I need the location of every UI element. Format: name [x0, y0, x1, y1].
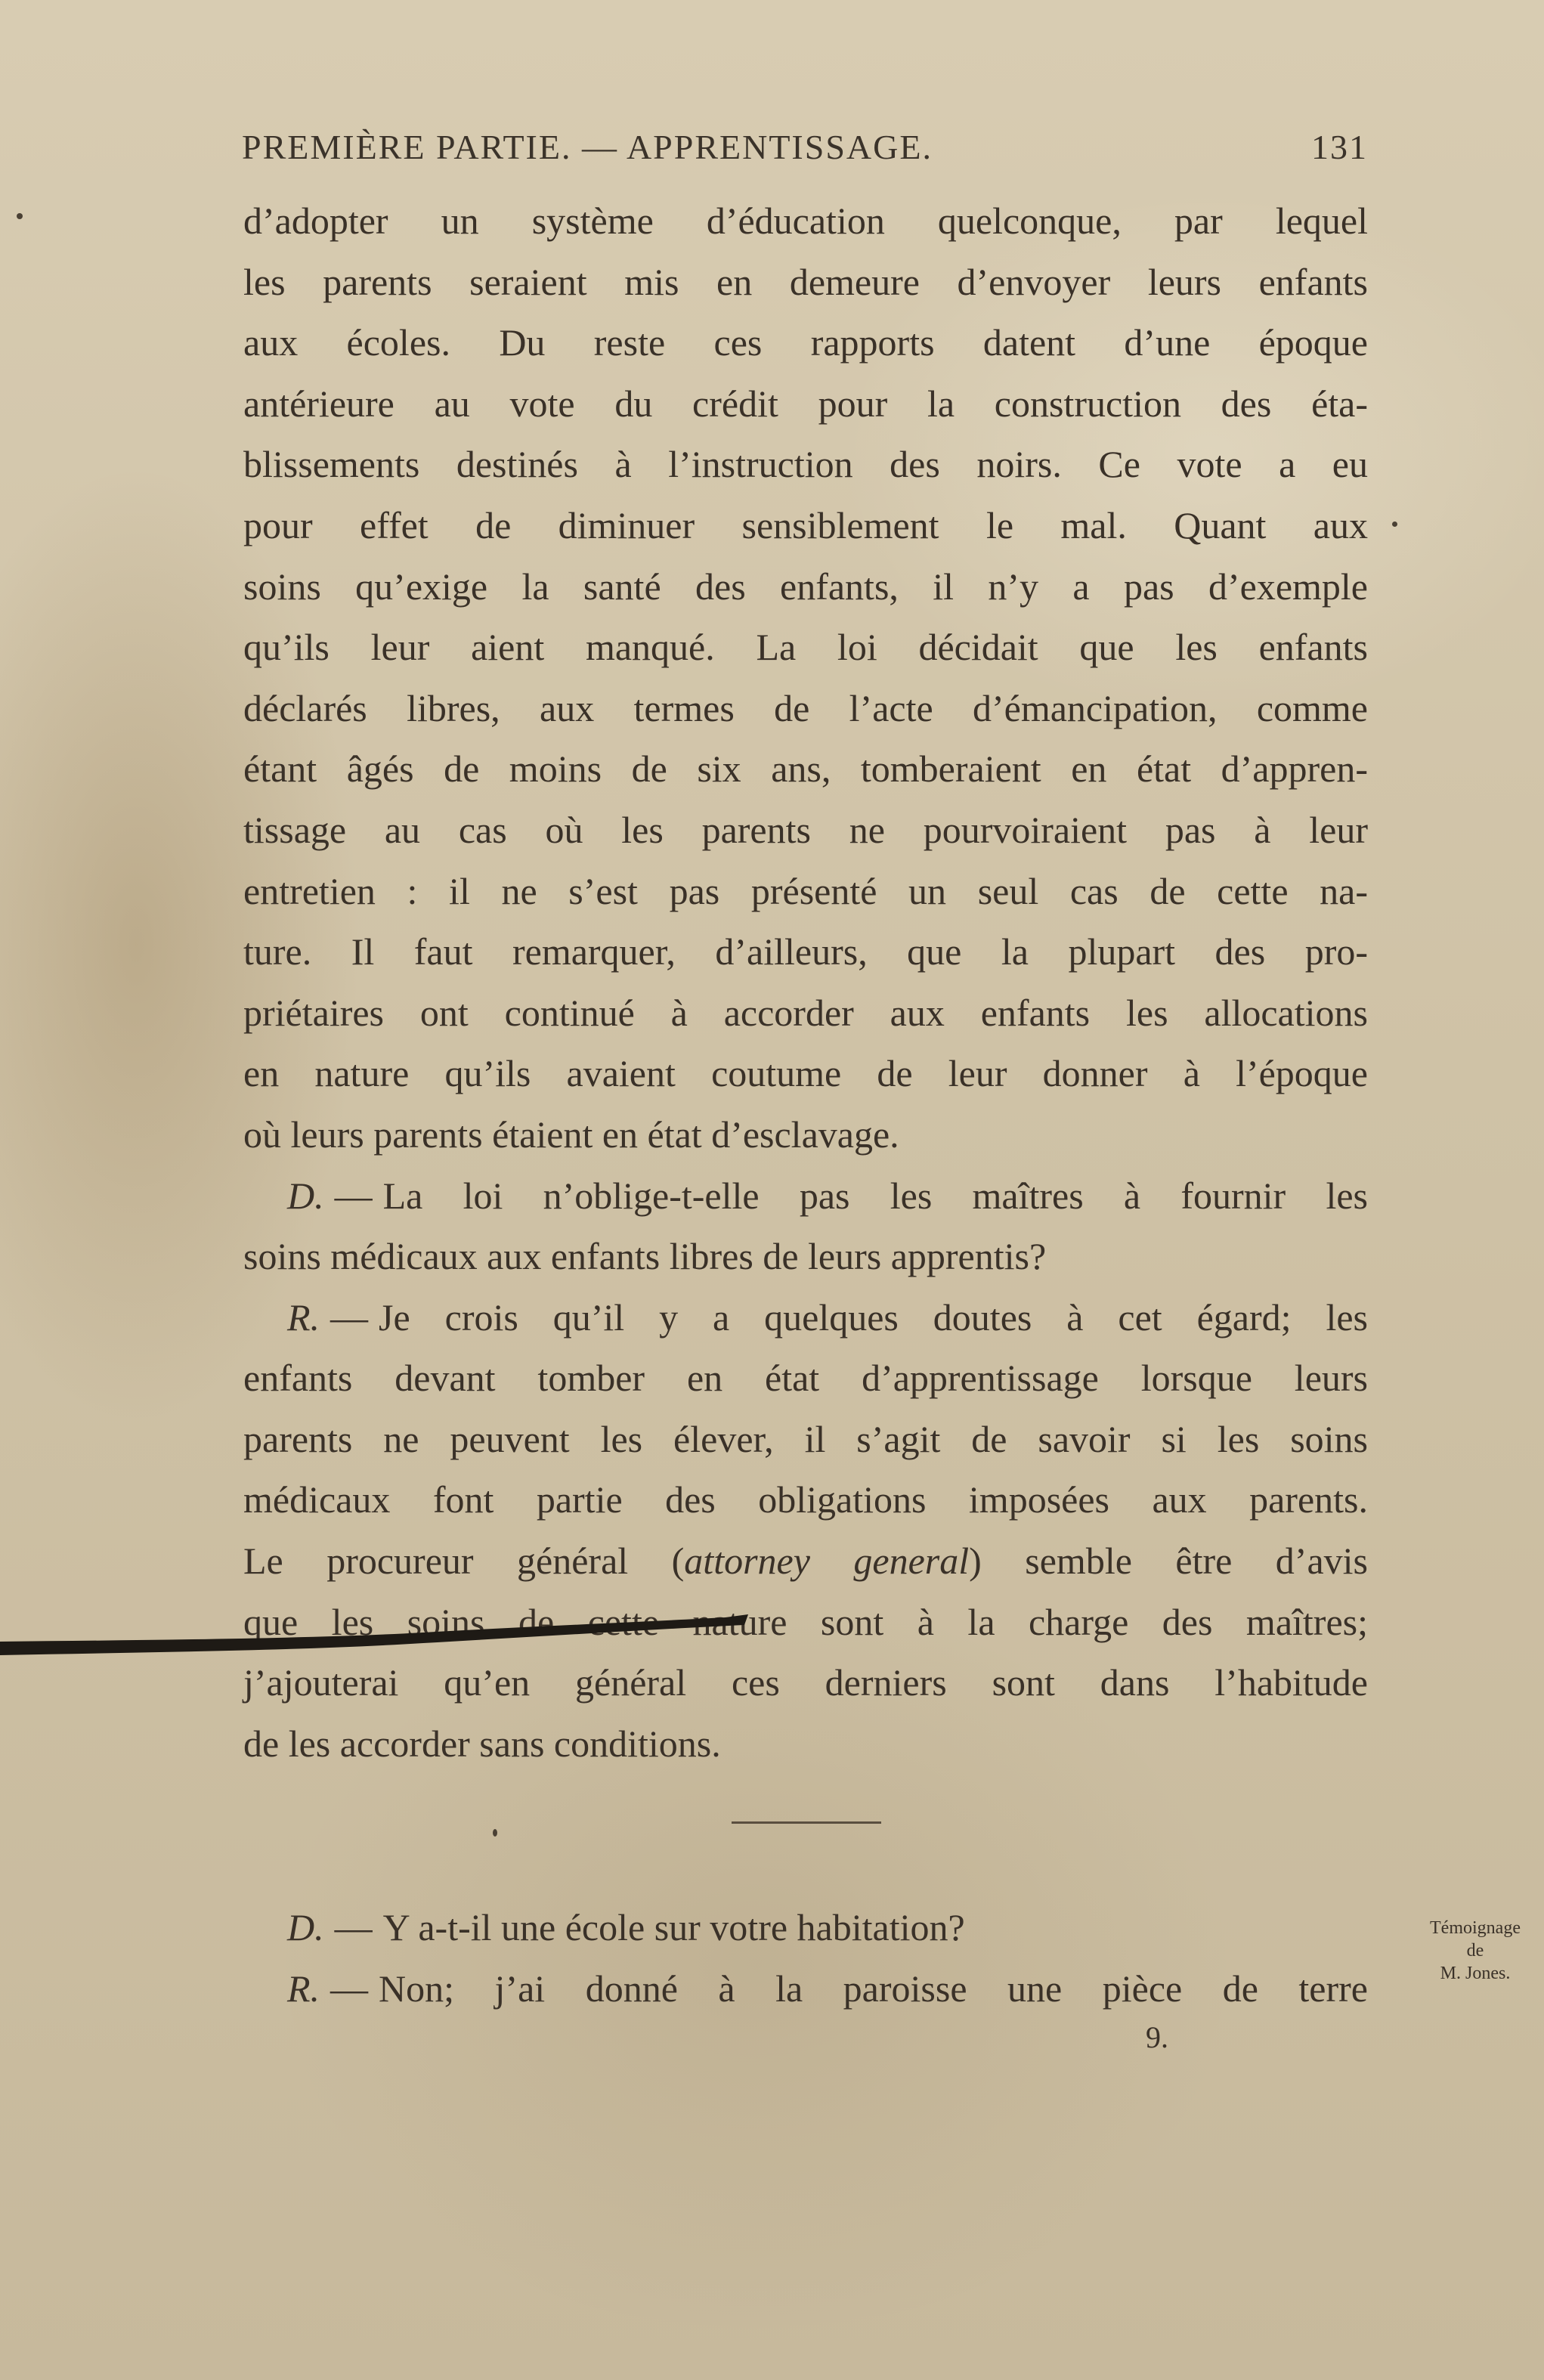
marginal-note-line: Témoignage: [1430, 1918, 1521, 1938]
text-line: enfants devant tomber en état d’apprentissage lorsque leurs: [243, 1357, 1368, 1400]
text-line: pour effet de diminuer sensiblement le mal. Quant aux: [243, 503, 1368, 546]
answer-line: [243, 1958, 1368, 2019]
speaker-d: D.: [287, 1906, 324, 1948]
text-line: ture. Il faut remarquer, d’ailleurs, que la plupart des pro-: [243, 930, 1368, 973]
speaker-d: D.: [287, 1174, 324, 1217]
running-header: [242, 127, 1368, 167]
text-line-italic-term: Le procureur général (attorney general) semble être d’avis: [243, 1540, 1368, 1583]
text-line: soins qu’exige la santé des enfants, il n’y a pas d’exemple: [243, 565, 1368, 608]
italic-term: attorney general: [684, 1540, 970, 1583]
text-line: tissage au cas où les parents ne pourvoiraient pas à leur: [243, 808, 1368, 851]
ink-speck: [17, 213, 23, 219]
text-line: de les accorder sans conditions.: [243, 1722, 721, 1765]
text-line: aux écoles. Du reste ces rapports datent d’une époque: [243, 321, 1368, 364]
page-number-top: 131: [1311, 128, 1368, 166]
running-title: PREMIÈRE PARTIE. — APPRENTISSAGE.: [242, 128, 933, 166]
text-line: blissements destinés à l’instruction des noirs. Ce vote a eu: [243, 443, 1368, 486]
em-dash: —: [330, 1295, 369, 1339]
second-section: [243, 1897, 1368, 2019]
signature-mark: 9.: [1146, 2020, 1168, 2054]
main-text: [243, 190, 1368, 1774]
ink-smear: [0, 1595, 756, 1663]
question-line: [243, 1897, 1368, 1958]
em-dash: —: [330, 1967, 369, 2010]
speaker-r: R.: [287, 1295, 320, 1339]
text-line: entretien : il ne s’est pas présenté un seul cas de cette na-: [243, 869, 1368, 912]
answer-line: [243, 1287, 1368, 1348]
em-dash: —: [334, 1174, 373, 1217]
question-text: Y a-t-il une école sur votre habitation?: [382, 1906, 965, 1948]
text-line: priétaires ont continué à accorder aux enfants les allocations: [243, 991, 1368, 1034]
text-line: en nature qu’ils avaient coutume de leur donner à l’époque: [243, 1052, 1368, 1095]
text-line: où leurs parents étaient en état d’esclavage.: [243, 1113, 899, 1156]
text-line: qu’ils leur aient manqué. La loi décidait que les enfants: [243, 626, 1368, 669]
text-line: antérieure au vote du crédit pour la construction des éta-: [243, 382, 1368, 425]
answer-text: Je crois qu’il y a quelques doutes à cet égard; les: [379, 1295, 1368, 1339]
section-divider: [732, 1821, 881, 1824]
text-line: d’adopter un système d’éducation quelconque, par lequel: [243, 200, 1368, 242]
text-line: médicaux font partie des obligations imposées aux parents.: [243, 1478, 1368, 1521]
question-text: La loi n’oblige-t-elle pas les maîtres à fournir les: [382, 1174, 1368, 1217]
ink-speck: [1392, 521, 1397, 527]
marginal-note-line: M. Jones.: [1440, 1964, 1511, 1983]
speaker-r: R.: [287, 1967, 320, 2010]
text-line: les parents seraient mis en demeure d’envoyer leurs enfants: [243, 260, 1368, 303]
text-line: parents ne peuvent les élever, il s’agit de savoir si les soins: [243, 1417, 1368, 1460]
ink-speck: [493, 1829, 497, 1837]
marginal-note-line: de: [1466, 1941, 1484, 1961]
text-line: étant âgés de moins de six ans, tomberaient en état d’appren-: [243, 747, 1368, 791]
marginal-note: [1409, 1917, 1542, 1985]
answer-text: Non; j’ai donné à la paroisse une pièce de terre: [379, 1967, 1368, 2010]
question-line: [243, 1165, 1368, 1227]
text-line: déclarés libres, aux termes de l’acte d’émancipation, comme: [243, 686, 1368, 729]
em-dash: —: [334, 1906, 373, 1948]
text-line: j’ajouterai qu’en général ces derniers sont dans l’habitude: [243, 1661, 1368, 1704]
text-line: que les soins de cette nature sont à la charge des maîtres;: [243, 1600, 1368, 1643]
text-line: soins médicaux aux enfants libres de leurs apprentis?: [243, 1235, 1047, 1278]
